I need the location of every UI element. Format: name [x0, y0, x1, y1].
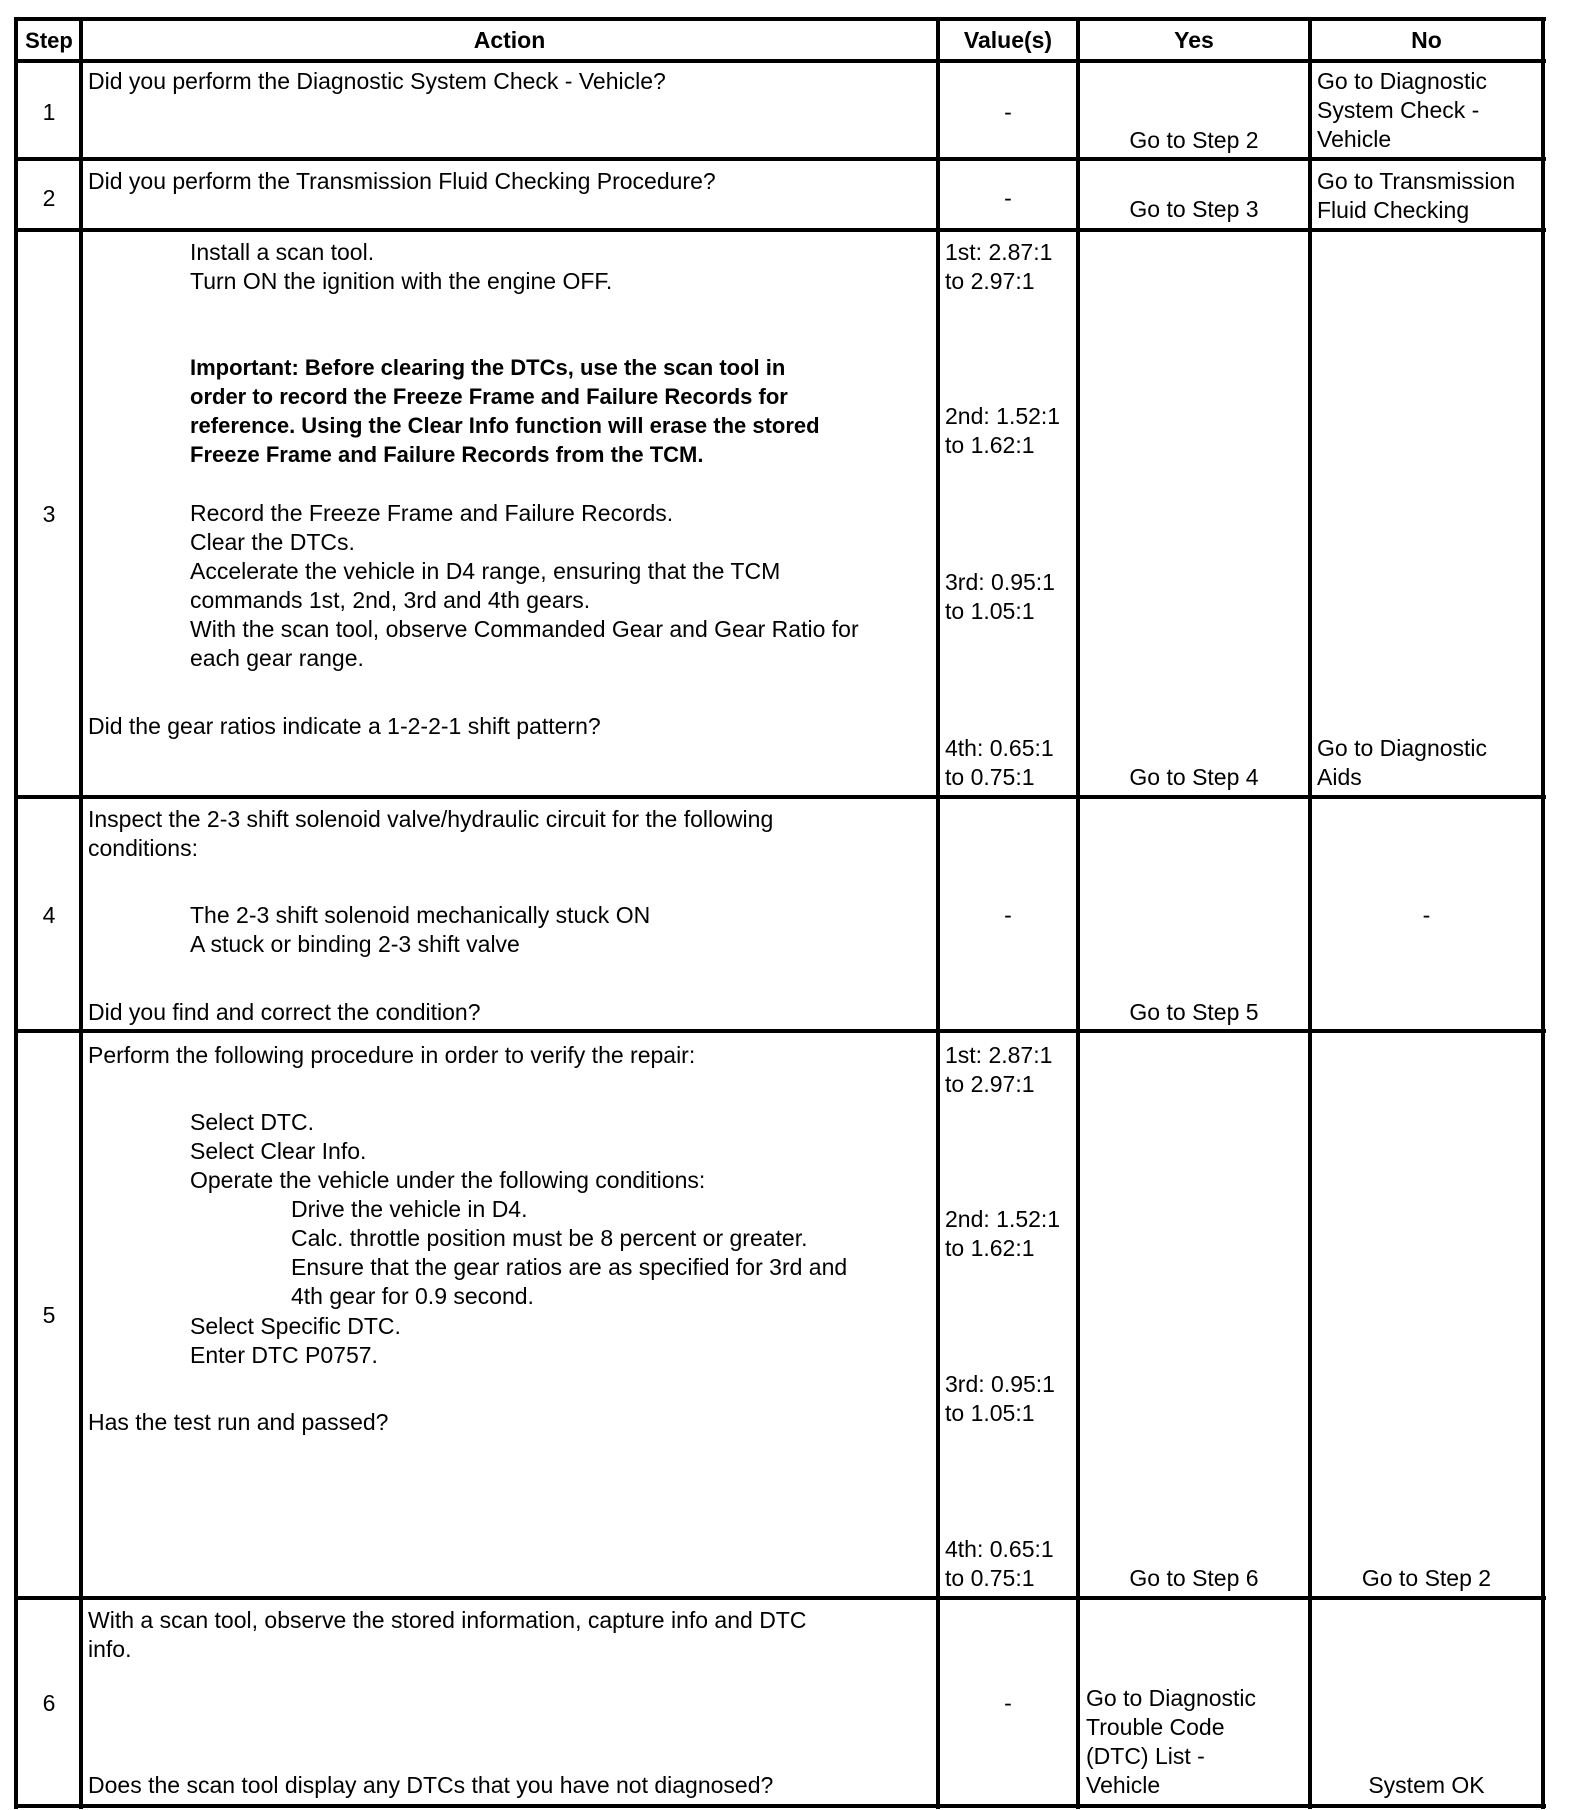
row-divider — [14, 1029, 1546, 1033]
yes-link[interactable]: Go to Step 2 — [1129, 127, 1259, 153]
column-divider — [1076, 17, 1080, 1809]
action-question: Did the gear ratios indicate a 1-2-2-1 shift pattern? — [88, 713, 601, 739]
no-text: - — [1422, 902, 1431, 928]
yes-link[interactable]: Go to Step 5 — [1129, 999, 1259, 1025]
value-text: 2nd: 1.52:1 to 1.62:1 — [945, 1206, 1061, 1261]
value-text: 4th: 0.65:1 to 0.75:1 — [945, 735, 1054, 790]
yes-link[interactable]: Go to Step 3 — [1129, 196, 1259, 222]
step-number: 6 — [42, 1690, 56, 1716]
no-text: System OK — [1368, 1772, 1485, 1798]
action-text: Perform the following procedure in order to verify the repair: — [88, 1042, 696, 1068]
step-number: 1 — [42, 99, 56, 125]
action-text: Inspect the 2-3 shift solenoid valve/hydraulic circuit for the following conditions: — [88, 806, 774, 861]
value-text: 4th: 0.65:1 to 0.75:1 — [945, 1536, 1054, 1591]
yes-link[interactable]: Go to Step 4 — [1129, 764, 1259, 790]
no-link[interactable]: Go to Transmission Fluid Checking — [1317, 168, 1516, 223]
header-yes: Yes — [1174, 27, 1214, 53]
table-border-top — [14, 17, 1546, 21]
action-text: The 2-3 shift solenoid mechanically stuck ON A stuck or binding 2-3 shift valve — [190, 902, 651, 957]
action-text: Did you perform the Transmission Fluid Checking Procedure? — [88, 168, 716, 194]
action-question: Has the test run and passed? — [88, 1409, 389, 1435]
value-text: 1st: 2.87:1 to 2.97:1 — [945, 1042, 1053, 1097]
row-divider — [14, 1596, 1546, 1600]
value-text: - — [1004, 185, 1012, 211]
row-divider — [14, 157, 1546, 161]
step-number: 5 — [42, 1302, 56, 1328]
value-text: - — [1004, 902, 1012, 928]
value-text: 1st: 2.87:1 to 2.97:1 — [945, 239, 1053, 294]
action-text: With a scan tool, observe the stored information, capture info and DTC info. — [88, 1607, 807, 1662]
action-text: Drive the vehicle in D4. Calc. throttle position must be 8 percent or greater. Ensure that the gear ratios are as specified for 3rd and 4th gear for 0.9 second. — [291, 1196, 848, 1309]
table-border-right — [1541, 17, 1545, 1809]
header-action: Action — [473, 27, 546, 53]
value-text: - — [1004, 1690, 1012, 1716]
value-text: - — [1004, 99, 1012, 125]
important-note: Important: Before clearing the DTCs, use the scan tool in order to record the Freeze Frame and Failure Records for reference. Using the Clear Info function will erase the stored Freeze Frame and Failure Records from the TCM. — [190, 355, 820, 467]
value-text: 3rd: 0.95:1 to 1.05:1 — [945, 1371, 1055, 1426]
action-text: Select Specific DTC. Enter DTC P0757. — [190, 1313, 401, 1368]
yes-link[interactable]: Go to Diagnostic Trouble Code (DTC) List - Vehicle — [1086, 1685, 1257, 1798]
step-number: 4 — [42, 902, 56, 928]
header-no: No — [1411, 27, 1442, 53]
yes-link[interactable]: Go to Step 6 — [1129, 1565, 1259, 1591]
no-link[interactable]: Go to Step 2 — [1361, 1565, 1492, 1591]
row-divider — [14, 795, 1546, 799]
action-text: Record the Freeze Frame and Failure Records. Clear the DTCs. Accelerate the vehicle in D4 range, ensuring that the TCM commands 1st, 2nd, 3rd and 4th gears. With the scan tool, observe Commanded Gear and Gear Ratio for each gear range. — [190, 500, 859, 671]
action-question: Does the scan tool display any DTCs that you have not diagnosed? — [88, 1772, 774, 1798]
no-link[interactable]: Go to Diagnostic Aids — [1317, 735, 1488, 790]
step-number: 2 — [42, 185, 56, 211]
row-divider — [14, 228, 1546, 232]
header-step: Step — [25, 28, 73, 53]
action-text: Select DTC. Select Clear Info. Operate the vehicle under the following conditions: — [190, 1109, 706, 1193]
table-border-bottom — [14, 1804, 1546, 1808]
action-text: Install a scan tool. Turn ON the ignition with the engine OFF. — [190, 239, 613, 294]
action-text: Did you perform the Diagnostic System Check - Vehicle? — [88, 68, 666, 94]
value-text: 3rd: 0.95:1 to 1.05:1 — [945, 569, 1055, 624]
header-values: Value(s) — [963, 27, 1053, 53]
step-number: 3 — [42, 501, 56, 527]
action-question: Did you find and correct the condition? — [88, 999, 481, 1025]
header-divider — [14, 59, 1546, 63]
no-link[interactable]: Go to Diagnostic System Check - Vehicle — [1317, 68, 1488, 152]
value-text: 2nd: 1.52:1 to 1.62:1 — [945, 403, 1061, 458]
